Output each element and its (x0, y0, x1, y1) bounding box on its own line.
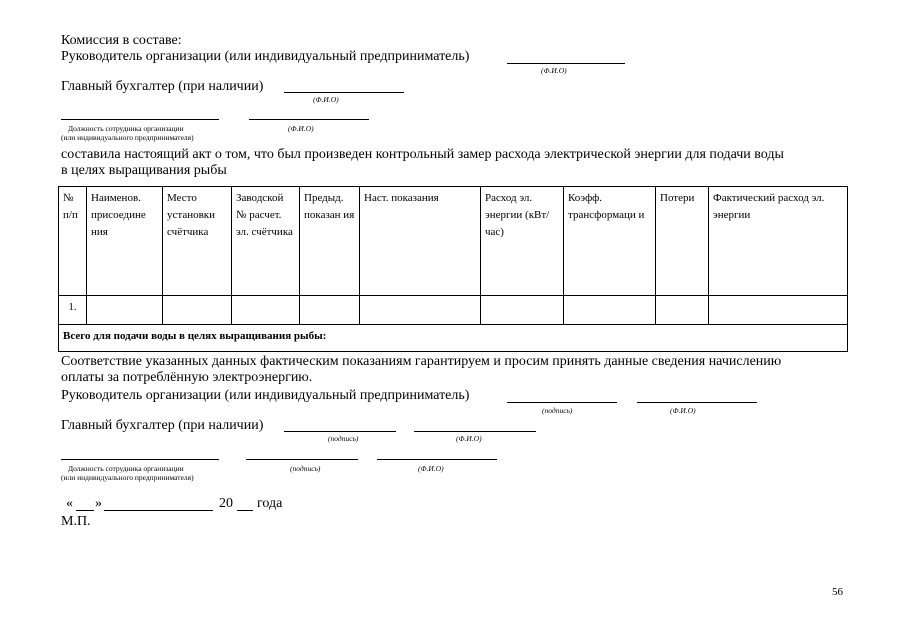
column-header: Расход эл. энергии (кВт/час) (481, 187, 564, 296)
column-header: Фактический расход эл. энергии (709, 187, 848, 296)
position-line[interactable] (61, 119, 219, 120)
column-header: № п/п (59, 187, 87, 296)
fio-note: (Ф.И.О) (670, 406, 696, 415)
stamp-label: М.П. (61, 514, 91, 529)
table-cell[interactable] (232, 296, 300, 325)
total-label: Всего для подачи воды в целях выращивания рыбы: (59, 325, 848, 352)
column-header: Наст. показания (360, 187, 481, 296)
date-day-line[interactable] (76, 510, 94, 511)
date-open-quote: « (66, 496, 73, 511)
column-header: Заводской № расчет. эл. счётчика (232, 187, 300, 296)
consumption-table (58, 186, 848, 352)
fio-note: (Ф.И.О) (418, 464, 444, 473)
head-signature-line[interactable] (507, 402, 617, 403)
signature-note: (подпись) (290, 464, 321, 473)
table-total-row (59, 325, 848, 352)
head-of-organization-label: Руководитель организации (или индивидуальный предприниматель) (61, 388, 470, 403)
table-cell[interactable] (656, 296, 709, 325)
commission-heading: Комиссия в составе: (61, 33, 182, 48)
signature-note: (подпись) (328, 434, 359, 443)
head-of-organization-label: Руководитель организации (или индивидуальный предприниматель) (61, 49, 470, 64)
position-note-sub: (или индивидуального предпринимателя) (61, 473, 194, 482)
chief-accountant-label: Главный бухгалтер (при наличии) (61, 79, 264, 94)
fio-note: (Ф.И.О) (456, 434, 482, 443)
accountant-fio-line[interactable] (284, 92, 404, 93)
employee-fio-line[interactable] (377, 459, 497, 460)
accountant-fio-line[interactable] (414, 431, 536, 432)
date-year-line[interactable] (237, 510, 253, 511)
table-cell[interactable] (163, 296, 232, 325)
date-year-prefix: 20 (219, 496, 233, 511)
act-text-line2: в целях выращивания рыбы (61, 163, 227, 178)
page-number: 56 (832, 586, 843, 598)
table-cell[interactable] (87, 296, 163, 325)
table-header-row (59, 187, 848, 296)
table-cell[interactable] (709, 296, 848, 325)
position-note-sub: (или индивидуального предпринимателя) (61, 133, 194, 142)
chief-accountant-label: Главный бухгалтер (при наличии) (61, 418, 264, 433)
fio-note: (Ф.И.О) (313, 95, 339, 104)
employee-fio-line[interactable] (249, 119, 369, 120)
date-year-suffix: года (257, 496, 283, 511)
head-fio-line[interactable] (637, 402, 757, 403)
column-header: Место установки счётчика (163, 187, 232, 296)
table-cell[interactable] (300, 296, 360, 325)
signature-note: (подпись) (542, 406, 573, 415)
table-cell[interactable] (564, 296, 656, 325)
employee-signature-line[interactable] (246, 459, 358, 460)
fio-note: (Ф.И.О) (288, 124, 314, 133)
column-header: Наименов. присоедине ния (87, 187, 163, 296)
row-number: 1. (59, 296, 87, 325)
position-note: Должность сотрудника организации (68, 464, 184, 473)
table-cell[interactable] (360, 296, 481, 325)
date-close-quote: » (95, 496, 102, 511)
date-month-line[interactable] (104, 510, 213, 511)
confirmation-line1: Соответствие указанных данных фактическим показаниям гарантируем и просим принять данные сведения начислению (61, 354, 782, 369)
accountant-signature-line[interactable] (284, 431, 396, 432)
column-header: Коэфф. трансформаци и (564, 187, 656, 296)
head-fio-line[interactable] (507, 63, 625, 64)
table-row (59, 296, 848, 325)
fio-note: (Ф.И.О) (541, 66, 567, 75)
column-header: Потери (656, 187, 709, 296)
act-text-line1: составила настоящий акт о том, что был произведен контрольный замер расхода электрической энергии для подачи воды (61, 147, 784, 162)
column-header: Предыд. показан ия (300, 187, 360, 296)
confirmation-line2: оплаты за потреблённую электроэнергию. (61, 370, 313, 385)
position-note: Должность сотрудника организации (68, 124, 184, 133)
table-cell[interactable] (481, 296, 564, 325)
position-line[interactable] (61, 459, 219, 460)
